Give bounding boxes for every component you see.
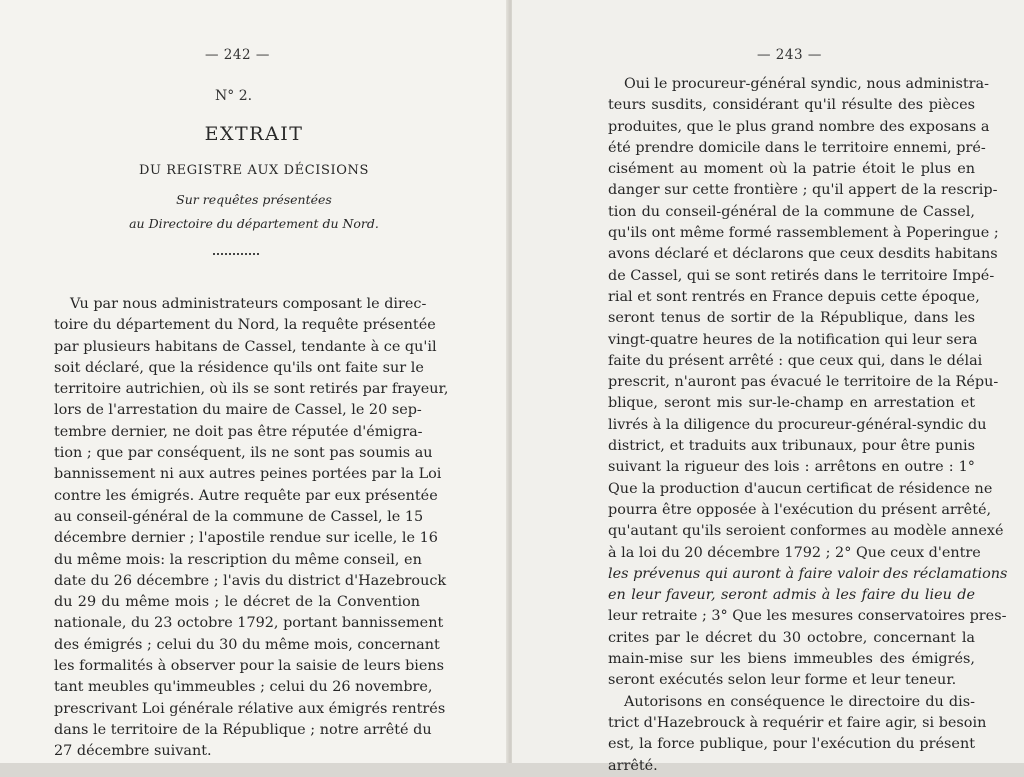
- text-line: leur retraite ; 3° Que les mesures conservatoires pres-: [608, 608, 1007, 625]
- text-line: Oui le procureur-général syndic, nous administra-: [624, 76, 989, 92]
- text-line: qu'autant qu'ils seroient conformes au modèle annexé: [608, 523, 1004, 540]
- text-line: faite du présent arrêté : que ceux qui, dans le délai: [608, 352, 983, 369]
- text-line: avons déclaré et déclarons que ceux desdits habitans: [608, 246, 998, 263]
- text-line: tembre dernier, ne doit pas être réputée d'émigra-: [54, 423, 423, 440]
- text-line: livrés à la diligence du procureur-général-syndic du: [608, 416, 987, 433]
- text-line: main-mise sur les biens immeubles des émigrés,: [608, 651, 975, 668]
- text-line-italic: les prévenus qui auront à faire valoir des réclamations: [608, 565, 1008, 582]
- text-line: tant meubles qu'immeubles ; celui du 26 novembre,: [54, 679, 433, 696]
- text-line: prescrit, n'auront pas évacué le territoire de la Répu-: [608, 374, 999, 391]
- text-line-italic: en leur faveur, seront admis à les faire du lieu de: [608, 587, 975, 604]
- text-line: blique, seront mis sur-le-champ en arrestation et: [608, 395, 975, 412]
- document-subtitle: DU REGISTRE AUX DÉCISIONS: [138, 163, 369, 178]
- text-line: suivant la rigueur des lois : arrêtons en outre : 1°: [608, 459, 975, 476]
- text-line: prescrivant Loi générale rélative aux émigrés rentrés: [54, 700, 446, 717]
- subtitle-line-1: Sur requêtes présentées: [176, 192, 332, 207]
- text-line: de Cassel, qui se sont retirés dans le territoire Impé-: [608, 267, 995, 284]
- dotted-separator: [213, 253, 259, 255]
- text-line: tion du conseil-général de la commune de Cassel,: [608, 203, 975, 220]
- left-body-text: [54, 294, 449, 763]
- text-line: danger sur cette frontière ; qu'il appert de la rescrip-: [608, 182, 998, 199]
- text-line: crites par le décret du 30 octobre, concernant la: [608, 629, 975, 646]
- text-line: seront tenus de sortir de la République, dans les: [608, 310, 975, 327]
- document-title: EXTRAIT: [204, 123, 304, 145]
- text-line: Vu par nous administrateurs composant le direc-: [70, 296, 427, 312]
- text-line: trict d'Hazebrouck à requérir et faire agir, si besoin: [608, 714, 987, 731]
- text-line: pourra être opposée à l'exécution du présent arrêté,: [608, 501, 992, 518]
- document-number: N° 2.: [215, 88, 253, 104]
- text-line: tion ; que par conséquent, ils ne sont pas soumis au: [54, 445, 433, 462]
- text-line: cisément au moment où la patrie étoit le plus en: [608, 161, 975, 178]
- text-line: date du 26 décembre ; l'avis du district d'Hazebrouck: [54, 572, 447, 589]
- text-line: par plusieurs habitans de Cassel, tendante à ce qu'il: [54, 338, 437, 355]
- text-line: du 29 du même mois ; le décret de la Convention: [54, 594, 420, 611]
- text-line: arrêté.: [608, 757, 658, 774]
- text-line: toire du département du Nord, la requête présentée: [54, 317, 436, 334]
- left-page: [0, 0, 508, 763]
- text-line: est, la force publique, pour l'exécution du présent: [608, 736, 975, 753]
- text-line: été prendre domicile dans le territoire ennemi, pré-: [608, 139, 986, 156]
- text-line: au conseil-général de la commune de Cassel, le 15: [54, 508, 424, 525]
- text-line: les formalités à observer pour la saisie de leurs biens: [54, 658, 445, 675]
- text-line: des émigrés ; celui du 30 du même mois, concernant: [54, 636, 440, 653]
- text-line: Que la production d'aucun certificat de résidence ne: [608, 480, 993, 497]
- text-line: district, et traduits aux tribunaux, pour être punis: [608, 438, 975, 455]
- text-line: teurs susdits, considérant qu'il résulte des pièces: [608, 97, 975, 114]
- text-line: soit déclaré, que la résidence qu'ils ont faite sur le: [54, 359, 424, 376]
- text-line: dans le territoire de la République ; notre arrêté du: [54, 721, 432, 738]
- page-number: — 243 —: [757, 47, 822, 63]
- subtitle-line-2: au Directoire du département du Nord.: [129, 216, 379, 231]
- text-line: décembre dernier ; l'apostile rendue sur icelle, le 16: [54, 530, 438, 547]
- text-line: 27 décembre suivant.: [54, 743, 212, 760]
- text-line: territoire autrichien, où ils se sont retirés par frayeur,: [54, 381, 449, 398]
- right-body-text: [608, 74, 1008, 777]
- text-line: contre les émigrés. Autre requête par eux présentée: [54, 487, 438, 504]
- text-line: rial et sont rentrés en France depuis cette époque,: [608, 288, 980, 305]
- text-line: nationale, du 23 octobre 1792, portant bannissement: [54, 615, 444, 632]
- text-line: Autorisons en conséquence le directoire du dis-: [624, 693, 975, 710]
- page-number: — 242 —: [205, 47, 270, 63]
- text-line: seront exécutés selon leur forme et leur teneur.: [608, 672, 957, 689]
- text-line: vingt-quatre heures de la notification qui leur sera: [608, 331, 978, 348]
- text-line: produites, que le plus grand nombre des exposans a: [608, 118, 990, 135]
- text-line: à la loi du 20 décembre 1792 ; 2° Que ceux d'entre: [608, 544, 981, 561]
- text-line: bannissement ni aux autres peines portées par la Loi: [54, 466, 442, 483]
- text-line: du même mois: la rescription du même conseil, en: [54, 551, 422, 568]
- text-line: qu'ils ont même formé rassemblement à Poperingue ;: [608, 225, 999, 242]
- right-page: [512, 0, 1024, 774]
- text-line: lors de l'arrestation du maire de Cassel, le 20 sep-: [54, 402, 422, 419]
